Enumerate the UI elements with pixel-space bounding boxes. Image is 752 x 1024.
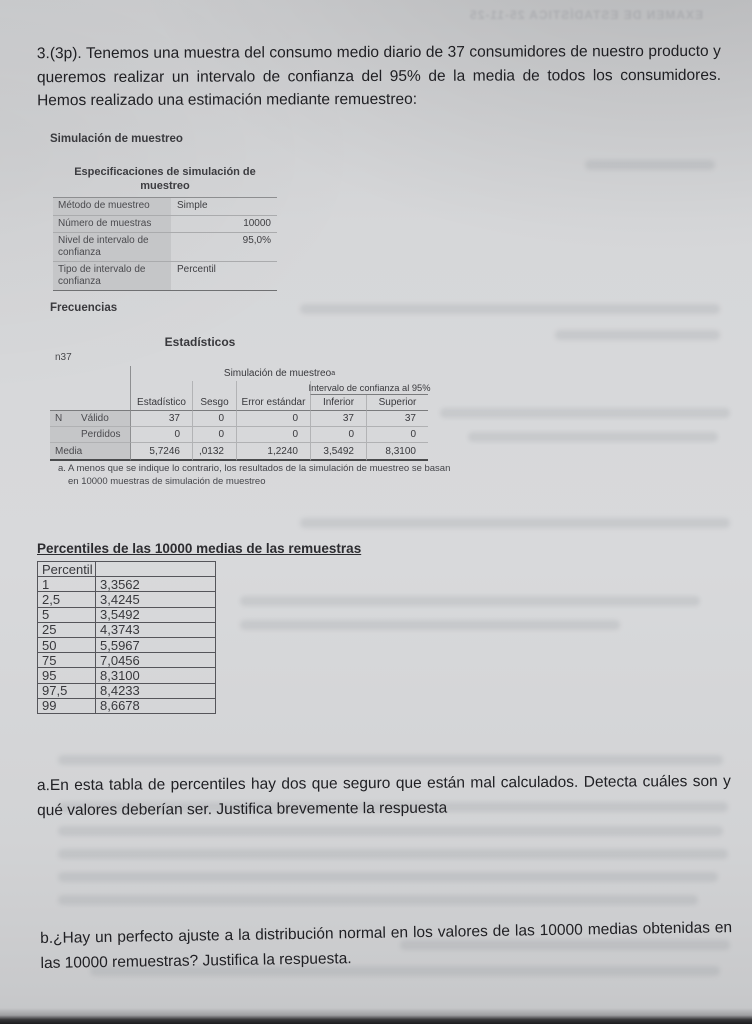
bleedthrough-strip — [300, 304, 720, 314]
stats-span-header: Simulación de muestreo a — [130, 366, 428, 381]
bleedthrough-strip — [468, 432, 718, 442]
percentile-cell: 25 — [38, 622, 96, 637]
stats-col-header: Error estándar — [236, 395, 310, 411]
stats-blank-cell — [192, 381, 236, 395]
percentile-cell: 5 — [38, 607, 96, 622]
frequencies-section-heading: Frecuencias — [50, 302, 118, 314]
stats-cell: 0 — [310, 427, 366, 443]
table-row — [38, 592, 216, 607]
spec-row-label: Nivel de intervalo de confianza — [53, 233, 171, 261]
table-row — [38, 698, 216, 713]
stats-blank-cell — [50, 366, 130, 381]
question-b-text: b.¿Hay un perfecto ajuste a la distribución normal en los valores de las 10000 medias obtenidas en las 10000 remuestras? Justifica la respuesta. — [40, 919, 733, 972]
bleedthrough-strip — [58, 849, 728, 859]
value-column-header — [96, 562, 216, 577]
stats-ci-header: Intervalo de confianza al 95% — [310, 381, 428, 395]
bootstrap-statistics-table — [50, 366, 431, 461]
question-a-text: a.En esta tabla de percentiles hay dos que seguro que están mal calculados. Detecta cuáles son y qué valores deberían ser. Justifica brevemente la respuesta — [36, 772, 731, 820]
value-cell: 8,3100 — [96, 668, 216, 683]
stats-row-subheader: Válido — [76, 411, 130, 427]
table-row — [53, 216, 277, 234]
question-intro-text: 3.(3p). Tenemos una muestra del consumo medio diario de 37 consumidores de nuestro producto y queremos realizar un intervalo de confianza del 95% de la media de todos los consumidores. Hemos realizado una estimación mediante remuestreo: — [36, 42, 722, 110]
stats-row-header: Media — [50, 443, 130, 461]
bleedthrough-strip — [240, 596, 700, 606]
photo-bottom-edge — [0, 1008, 752, 1024]
table-row — [53, 262, 277, 290]
stats-blank-cell — [50, 395, 130, 411]
stats-cell: 37 — [366, 411, 428, 427]
value-cell: 3,3562 — [96, 577, 216, 592]
bleedthrough-strip — [555, 330, 720, 340]
value-cell: 7,0456 — [96, 653, 216, 668]
bleedthrough-strip — [440, 408, 730, 418]
spec-table-title: Especificaciones de simulación de muestreo — [74, 166, 256, 192]
percentiles-table — [37, 561, 216, 714]
bootstrap-section-heading: Simulación de muestreo — [50, 133, 183, 145]
percentile-cell: 97,5 — [38, 683, 96, 698]
stats-cell: 5,7246 — [130, 443, 192, 461]
stats-cell: 0 — [192, 411, 236, 427]
value-cell: 5,5967 — [96, 637, 216, 652]
spec-row-value: 95,0% — [242, 235, 271, 246]
percentile-cell: 99 — [38, 698, 96, 713]
table-row — [38, 683, 216, 698]
stats-cell: ,0132 — [192, 443, 236, 461]
table-row — [38, 653, 216, 668]
table-row — [38, 607, 216, 622]
stats-col-header: Sesgo — [192, 395, 236, 411]
stats-cell: 1,2240 — [236, 443, 310, 461]
stats-blank-cell — [236, 381, 310, 395]
stats-cell: 3,5492 — [310, 443, 366, 461]
value-cell: 8,4233 — [96, 683, 216, 698]
stats-cell: 8,3100 — [366, 443, 428, 461]
percentile-cell: 1 — [38, 577, 96, 592]
stats-cell: 0 — [366, 427, 428, 443]
spec-row-value: 10000 — [243, 217, 271, 229]
spec-row-label: Método de muestreo — [53, 198, 171, 215]
bleedthrough-strip — [300, 518, 730, 528]
stats-row-subheader: Perdidos — [76, 427, 130, 443]
bleedthrough-exam-title: EXAMEN DE ESTADÍSTICA 25-11-25 — [468, 8, 704, 22]
bleedthrough-strip — [585, 160, 715, 170]
variable-name-label: n37 — [55, 352, 72, 363]
stats-cell: 37 — [310, 411, 366, 427]
stats-cell: 0 — [130, 427, 192, 443]
stats-blank-cell — [50, 427, 76, 443]
table-row — [38, 577, 216, 592]
spec-row-value: Simple — [177, 200, 208, 211]
stats-span-header-label: Simulación de muestreo — [223, 368, 332, 379]
stats-cell: 0 — [236, 411, 310, 427]
spec-row-label: Tipo de intervalo de confianza — [53, 262, 171, 290]
stats-row-header: N — [50, 411, 76, 427]
table-row — [53, 233, 277, 262]
bleedthrough-strip — [240, 620, 620, 630]
percentil-column-header: Percentil — [38, 562, 96, 577]
stats-col-header: Superior — [366, 395, 428, 411]
bleedthrough-strip — [58, 895, 698, 905]
percentile-cell: 95 — [38, 668, 96, 683]
stats-blank-cell — [130, 381, 192, 395]
stats-cell: 37 — [130, 411, 192, 427]
bleedthrough-strip — [58, 755, 723, 765]
percentile-cell: 50 — [38, 637, 96, 652]
value-cell: 3,5492 — [96, 607, 216, 622]
table-row — [38, 622, 216, 637]
stats-col-header: Estadístico — [130, 395, 192, 411]
stats-blank-cell — [50, 381, 130, 395]
table-row — [53, 198, 277, 216]
spec-row-label: Número de muestras — [53, 216, 171, 233]
stats-table-title: Estadísticos — [164, 335, 236, 349]
spec-row-value: Percentil — [177, 264, 216, 275]
table-row — [38, 637, 216, 652]
percentiles-table-title: Percentiles de las 10000 medias de las remuestras — [37, 541, 362, 556]
value-cell: 3,4245 — [96, 592, 216, 607]
value-cell: 4,3743 — [96, 622, 216, 637]
percentile-cell: 2,5 — [38, 592, 96, 607]
bleedthrough-strip — [58, 826, 723, 836]
stats-cell: 0 — [192, 427, 236, 443]
bleedthrough-strip — [58, 872, 718, 882]
stats-col-header: Inferior — [310, 395, 366, 411]
percentile-cell: 75 — [38, 653, 96, 668]
stats-cell: 0 — [236, 427, 310, 443]
bootstrap-spec-table — [53, 197, 277, 291]
value-cell: 8,6678 — [96, 698, 216, 713]
table-row — [38, 668, 216, 683]
table-header-row — [38, 562, 216, 577]
stats-table-footnote: a. A menos que se indique lo contrario, los resultados de la simulación de muestreo se basan en 10000 muestras de simulación de muestreo — [58, 463, 451, 487]
